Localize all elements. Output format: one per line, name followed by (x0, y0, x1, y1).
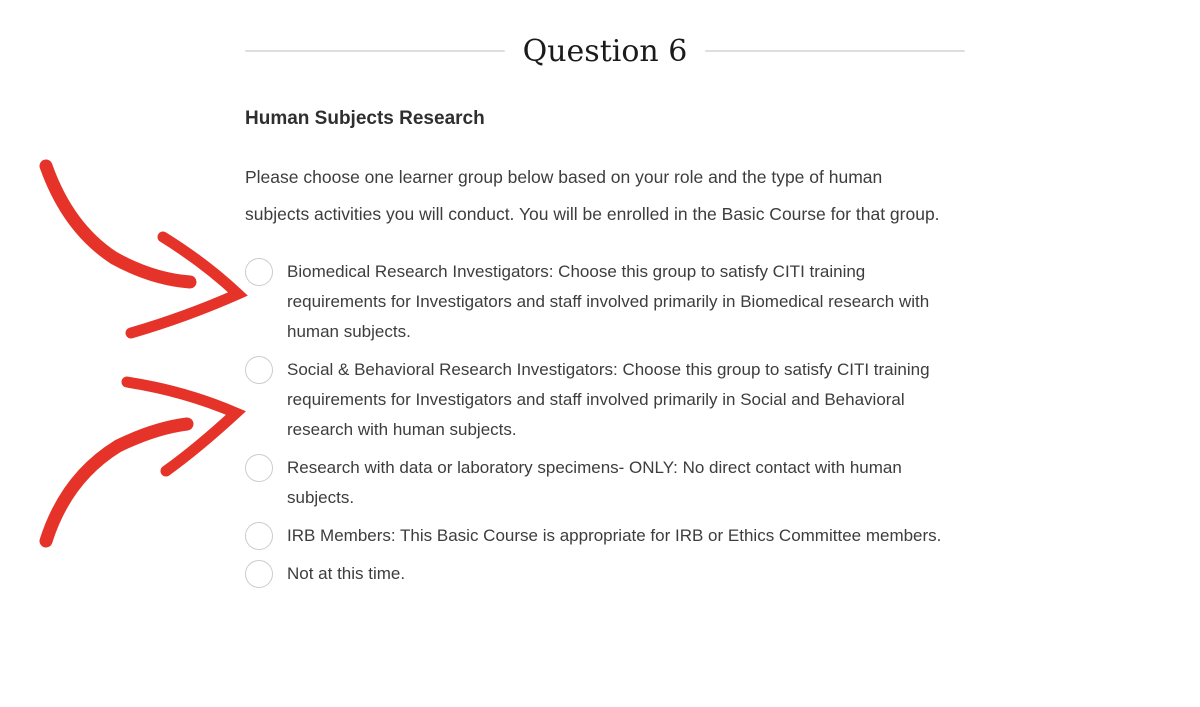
option-label-irb-members[interactable]: IRB Members: This Basic Course is appropriate for IRB or Ethics Committee members. (287, 526, 942, 545)
option-row-irb-members (245, 521, 965, 551)
option-label-social-behavioral[interactable]: Social & Behavioral Research Investigators: Choose this group to satisfy CITI training requirements for Investigators and staff involved primarily in Social and Behavioral research with human subjects. (287, 360, 930, 439)
radio-button-not-at-this-time[interactable] (245, 560, 273, 588)
question-title-row (245, 30, 965, 72)
option-row-data-specimens (245, 453, 965, 513)
option-row-not-at-this-time (245, 559, 965, 589)
option-label-not-at-this-time[interactable]: Not at this time. (287, 564, 406, 583)
radio-button-irb-members[interactable] (245, 522, 273, 550)
option-label-data-specimens[interactable]: Research with data or laboratory specimens- ONLY: No direct contact with human subjects. (287, 458, 902, 507)
radio-button-data-specimens[interactable] (245, 454, 273, 482)
radio-button-biomedical[interactable] (245, 258, 273, 286)
red-arrow-to-option-2 (46, 382, 236, 541)
question-intro-text: Please choose one learner group below based on your role and the type of human subjects activities you will conduct. You will be enrolled in the Basic Course for that group. (245, 167, 940, 224)
section-heading: Human Subjects Research (245, 108, 485, 129)
title-divider-left (245, 50, 505, 52)
radio-button-social-behavioral[interactable] (245, 356, 273, 384)
option-row-social-behavioral (245, 355, 965, 445)
red-arrow-to-option-1 (46, 166, 238, 333)
title-divider-right (705, 50, 965, 52)
question-title: Question 6 (522, 33, 688, 69)
option-label-biomedical[interactable]: Biomedical Research Investigators: Choose this group to satisfy CITI training requirements for Investigators and staff involved primarily in Biomedical research with human subjects. (287, 262, 930, 341)
learner-group-options (245, 257, 965, 589)
question-card (245, 30, 965, 597)
option-row-biomedical (245, 257, 965, 347)
